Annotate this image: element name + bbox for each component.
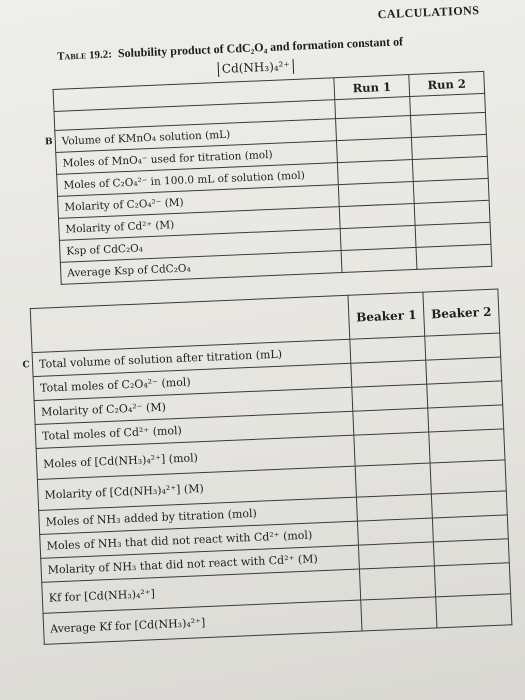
beaker-2-cell[interactable]: [425, 333, 501, 360]
beaker-2-cell[interactable]: [432, 515, 508, 542]
table-section-b: [41, 71, 493, 285]
run-2-cell[interactable]: [412, 156, 488, 181]
beaker-2-cell[interactable]: [429, 429, 505, 463]
table-section-c: [18, 289, 513, 646]
row-label: Total moles of Cd²⁺ (mol): [35, 411, 354, 448]
calculations-header: CALCULATIONS: [377, 3, 480, 22]
beaker-2-cell[interactable]: [430, 460, 506, 494]
column-run-1: Run 1: [334, 75, 410, 100]
run-2-cell[interactable]: [415, 222, 491, 247]
row-label: Kf for [Cd(NH₃)₄²⁺]: [42, 569, 361, 613]
run-1-cell[interactable]: [340, 225, 416, 250]
beaker-1-cell[interactable]: [357, 518, 433, 545]
row-label: Moles of NH₃ added by titration (mol): [39, 497, 358, 534]
run-2-cell[interactable]: [413, 178, 489, 203]
column-beaker-2: Beaker 2: [423, 289, 500, 336]
row-label: Molarity of [Cd(NH₃)₄²⁺] (M): [37, 466, 356, 510]
beaker-2-cell[interactable]: [427, 381, 503, 408]
row-label: Moles of NH₃ that did not react with Cd²⁺ (mol): [40, 521, 359, 558]
row-label: Total volume of solution after titration (mL): [32, 339, 351, 376]
run-1-cell[interactable]: [336, 116, 412, 141]
row-label: Ksp of CdC₂O₄: [59, 229, 341, 263]
column-beaker-1: Beaker 1: [348, 292, 425, 339]
row-label: Molarity of Cd²⁺ (M): [58, 207, 340, 241]
run-2-cell[interactable]: [414, 200, 490, 225]
beaker-2-cell[interactable]: [426, 357, 502, 384]
row-label: Average Kf for [Cd(NH₃)₄²⁺]: [43, 600, 362, 644]
row-label: Volume of KMnO₄ solution (mL): [55, 119, 337, 153]
beaker-1-cell[interactable]: [353, 408, 429, 435]
beaker-1-cell[interactable]: [356, 494, 432, 521]
run-2-cell[interactable]: [416, 244, 492, 269]
row-label: Molarity of C₂O₄²⁻ (M): [58, 185, 340, 219]
run-1-cell[interactable]: [338, 181, 414, 206]
column-run-2: Run 2: [409, 71, 485, 96]
beaker-2-cell[interactable]: [434, 563, 510, 597]
row-label: Total moles of C₂O₄²⁻ (mol): [33, 363, 352, 400]
beaker-1-cell[interactable]: [361, 597, 437, 631]
beaker-1-cell[interactable]: [359, 566, 435, 600]
section-b-letter: B: [44, 136, 53, 147]
run-2-cell[interactable]: [410, 112, 486, 137]
beaker-2-cell[interactable]: [428, 405, 504, 432]
beaker-2-cell[interactable]: [431, 491, 507, 518]
beaker-1-cell[interactable]: [358, 542, 434, 569]
table-label: Table 19.2:: [56, 48, 113, 63]
row-label: Molarity of NH₃ that did not react with Cd²⁺ (M): [41, 545, 360, 582]
beaker-1-cell[interactable]: [354, 432, 430, 466]
run-1-cell[interactable]: [341, 247, 417, 272]
run-1-cell[interactable]: [339, 203, 415, 228]
beaker-1-cell[interactable]: [350, 336, 426, 363]
row-label: Average Ksp of CdC₂O₄: [60, 251, 342, 285]
beaker-1-cell[interactable]: [351, 360, 427, 387]
run-1-cell[interactable]: [337, 160, 413, 185]
beaker-2-cell[interactable]: [436, 594, 512, 628]
row-label: Moles of C₂O₄²⁻ in 100.0 mL of solution (mol): [57, 163, 339, 197]
row-label: Moles of [Cd(NH₃)₄²⁺] (mol): [36, 435, 355, 479]
beaker-1-cell[interactable]: [355, 463, 431, 497]
caption-text: Solubility product of CdC₂O₄ and formation constant of: [117, 34, 404, 61]
run-2-cell[interactable]: [411, 134, 487, 159]
row-label: Moles of MnO₄⁻ used for titration (mol): [56, 141, 338, 175]
run-1-cell[interactable]: [336, 138, 412, 163]
caption-formula: Cd(NH₃)₄²⁺: [218, 54, 405, 77]
section-c-letter: C: [22, 359, 30, 371]
beaker-1-cell[interactable]: [352, 384, 428, 411]
beaker-2-cell[interactable]: [433, 539, 509, 566]
row-label: Molarity of C₂O₄²⁻ (M): [34, 387, 353, 424]
